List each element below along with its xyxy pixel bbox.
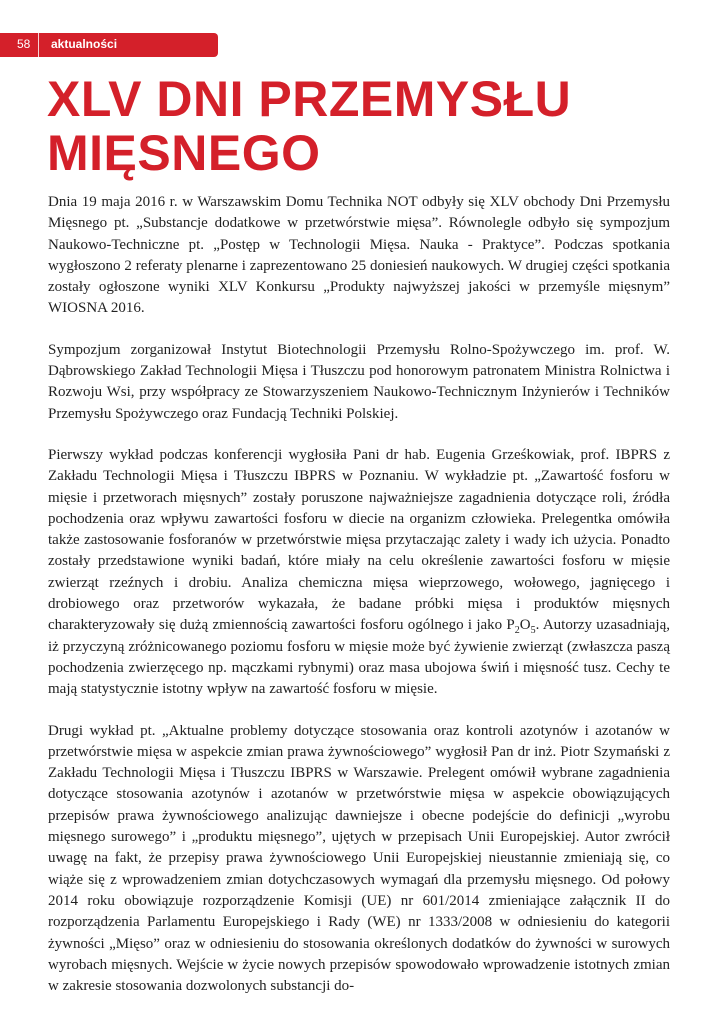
paragraph-3-part-a: Pierwszy wykład podczas konferencji wygłosiła Pani dr hab. Eugenia Grześkowiak, prof. IBPRS z Zakładu Technologii Mięsa i Tłuszczu IBPRS w Poznaniu. W wykładzie pt. „Zawartość fosforu w mięsie i przetworach mięsnych” zostały poruszone najważniejsze zagadnienia dotyczące roli, źródła pochodzenia oraz wpływu zawartości fosforu w diecie na organizm człowieka. Prelegentka omówiła także zastosowanie fosforanów w przetwórstwie mięsa przytaczając zalety i wady ich użycia. Ponadto zostały przedstawione wyniki badań, które miały na celu określenie zawartości fosforu w mięsie zwierząt rzeźnych i drobiu. Analiza chemiczna mięsa wieprzowego, wołowego, jagnięcego i drobiowego oraz przetworów wykazała, że badane próbki mięsa i produktów mięsnych charakteryzowały się dużą zmiennością zawartości fosforu ogólnego i jako P [48,446,670,634]
formula-o: O [519,617,531,634]
article-title-line-1: XLV DNI PRZEMYSŁU [47,71,572,127]
subscript-5: 5 [530,625,536,637]
paragraph-3-part-b: . Autorzy uzasadniają, iż przyczyną zróżnicowanego poziomu fosforu w mięsie może być żywienie zwierząt (zwłaszcza paszą pochodzenia zwierzęcego np. mączkami rybnymi) oraz masa ubojowa świń i mięsność tusz. Cechy te mają statystycznie istotny wpływ na zawartość fosforu w mięsie. [48,617,670,698]
article-body [48,192,670,1017]
subscript-2: 2 [514,625,520,637]
header-divider [38,33,39,57]
paragraph-2: Sympozjum zorganizował Instytut Biotechnologii Przemysłu Rolno-Spożywczego im. prof. W. Dąbrowskiego Zakład Technologii Mięsa i Tłuszczu pod honorowym patronatem Ministra Rolnictwa i Rozwoju Wsi, przy współpracy ze Stowarzyszeniem Naukowo-Technicznym Inżynierów i Techników Przemysłu Spożywczego oraz Fundacją Techniki Polskiej. [48,341,670,422]
paragraph-4: Drugi wykład pt. „Aktualne problemy dotyczące stosowania oraz kontroli azotynów i azotanów w przetwórstwie mięsa w aspekcie zmian prawa żywnościowego” wygłosił Pan dr inż. Piotr Szymański z Zakładu Technologii Mięsa i Tłuszczu IBPRS w Warszawie. Prelegent omówił wybrane zagadnienia dotyczące stosowania azotynów i azotanów w przetwórstwie mięsa w aspekcie obowiązujących przepisów prawa żywnościowego analizując dawniejsze i obecne podejście do definicji „wyrobu mięsnego surowego” i „produktu mięsnego”, ujętych w przepisach Unii Europejskiej. Autor zwrócił uwagę na fakt, że przepisy prawa żywnościowego Unii Europejskiej nieustannie zmieniają się, co wiąże się z wprowadzeniem zmian dotychczasowych wymagań dla przemysłu mięsnego. Od połowy 2014 roku obowiązuje rozporządzenie Komisji (UE) nr 601/2014 zmieniające załącznik II do rozporządzenia Parlamentu Europejskiego i Rady (WE) nr 1333/2008 w odniesieniu do kategorii żywności „Mięso” oraz w odniesieniu do stosowania określonych dodatków do żywności w surowych wyrobach mięsnych. Wejście w życie nowych przepisów spowodowało wprowadzenie istotnych zmian w zakresie stosowania dozwolonych substancji do- [48,722,670,995]
paragraph-3 [48,445,670,701]
article-title-line-2: MIĘSNEGO [47,125,321,181]
section-header-bar [0,33,218,57]
page-number: 58 [17,37,31,51]
article-title [47,72,687,180]
section-label: aktualności [51,37,118,51]
paragraph-1: Dnia 19 maja 2016 r. w Warszawskim Domu Technika NOT odbyły się XLV obchody Dni Przemysłu Mięsnego pt. „Substancje dodatkowe w przetwórstwie mięsa”. Równolegle odbyło się sympozjum Naukowo-Techniczne pt. „Postęp w Technologii Mięsa. Nauka - Praktyce”. Podczas spotkania wygłoszono 2 referaty plenarne i zaprezentowano 25 doniesień naukowych. W drugiej części spotkania zostały ogłoszone wyniki XLV Konkursu „Produkty najwyższej jakości w przemyśle mięsnym” WIOSNA 2016. [48,194,670,317]
